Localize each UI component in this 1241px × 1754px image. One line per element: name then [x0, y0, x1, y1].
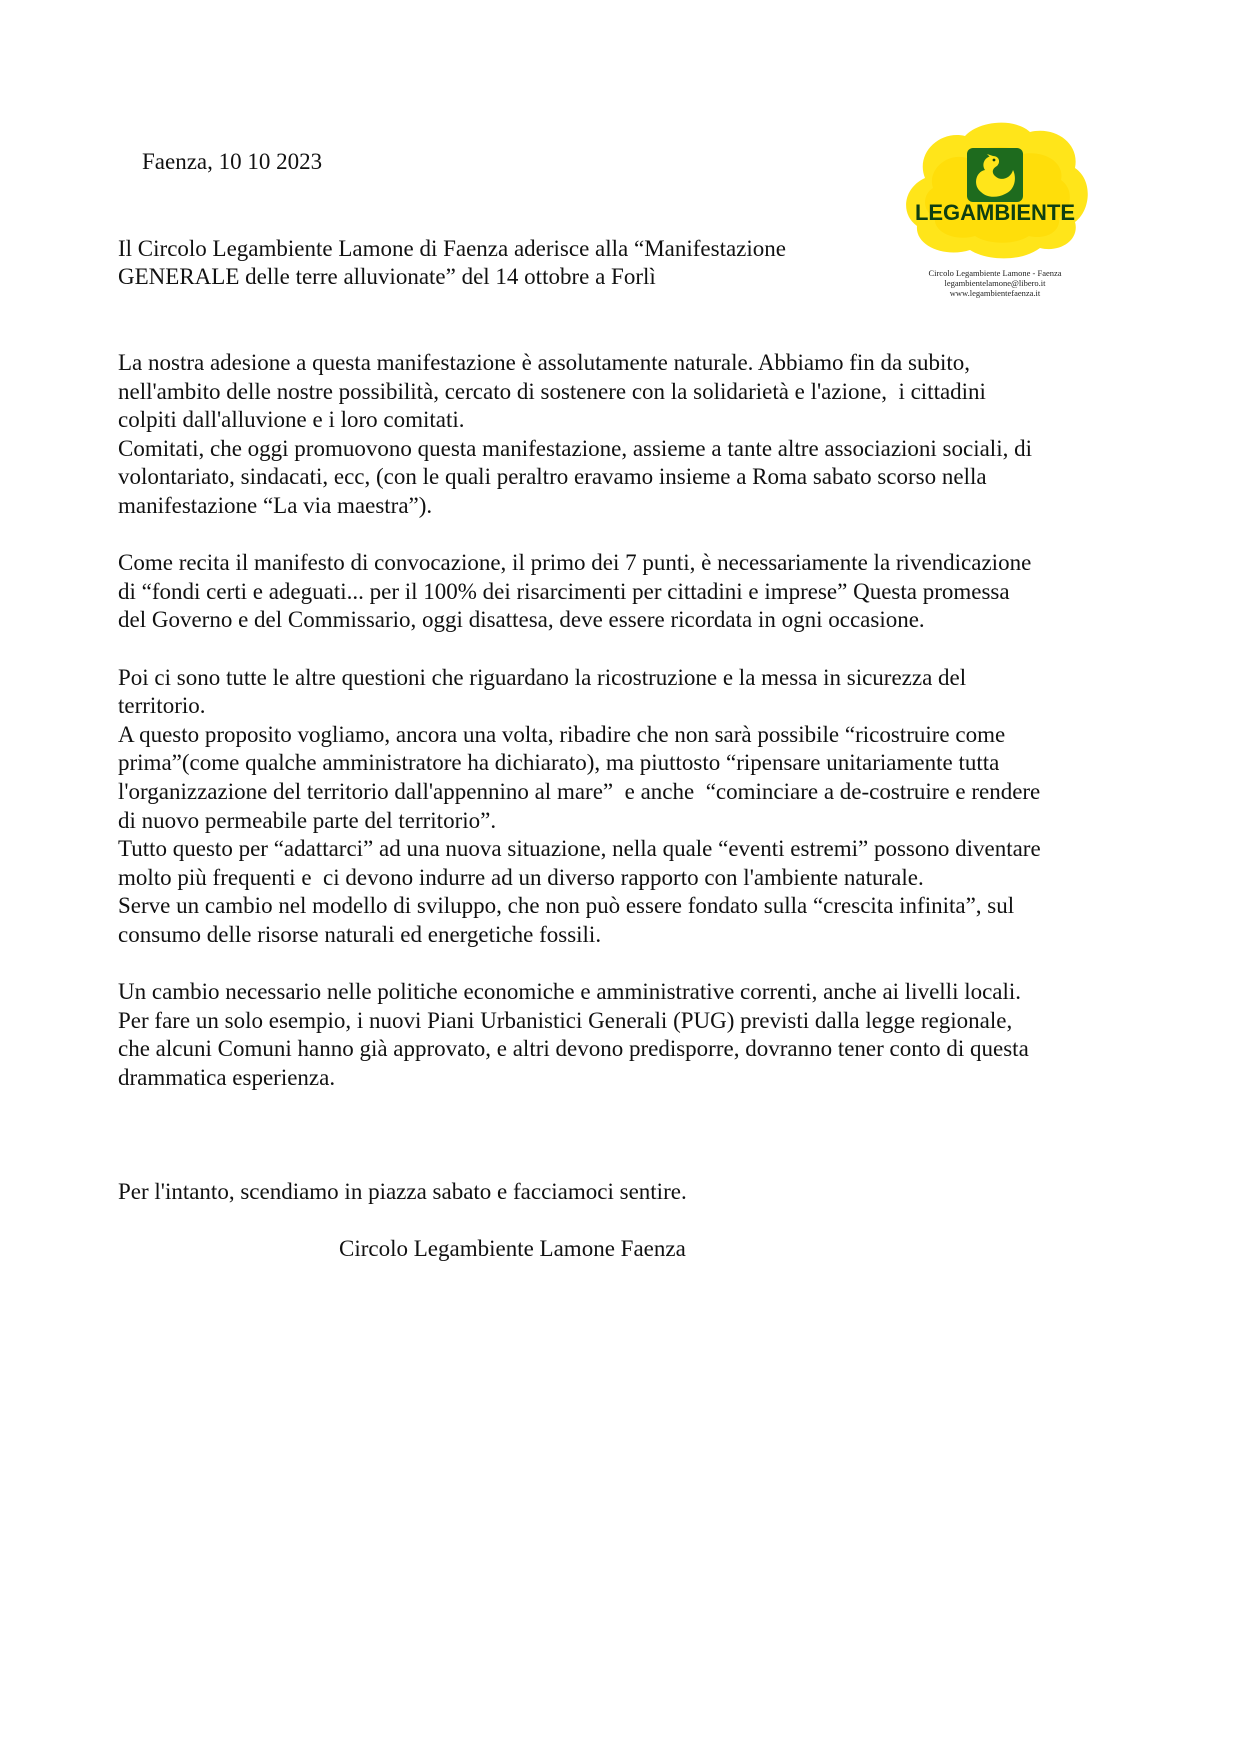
body-text-line: molto più frequenti e ci devono indurre ad un diverso rapporto con l'ambiente naturale.	[118, 864, 924, 890]
swan-logo-icon	[967, 148, 1023, 202]
body-text-line: colpiti dall'alluvione e i loro comitati.	[118, 407, 465, 433]
body-text-line: del Governo e del Commissario, oggi disattesa, deve essere ricordata in ogni occasione.	[118, 607, 925, 633]
body-text-line: drammatica esperienza.	[118, 1064, 336, 1090]
body-text-line: territorio.	[118, 693, 206, 719]
logo-caption-line-2: legambientelamone@libero.it	[944, 278, 1046, 288]
body-text-line: Poi ci sono tutte le altre questioni che riguardano la ricostruzione e la messa in sicurezza del	[118, 664, 967, 690]
closing-line: Per l'intanto, scendiamo in piazza sabato e facciamoci sentire.	[118, 1179, 687, 1204]
body-text-line: volontariato, sindacati, ecc, (con le quali peraltro eravamo insieme a Roma sabato scorso nella	[118, 464, 987, 490]
signature: Circolo Legambiente Lamone Faenza	[339, 1236, 686, 1261]
body-text-line: Comitati, che oggi promuovono questa manifestazione, assieme a tante altre associazioni sociali, di	[118, 435, 1032, 461]
letter-title-line-1: Il Circolo Legambiente Lamone di Faenza aderisce alla “Manifestazione	[118, 236, 786, 261]
letter-date: Faenza, 10 10 2023	[142, 149, 323, 174]
body-text-line: La nostra adesione a questa manifestazione è assolutamente naturale. Abbiamo fin da subito,	[118, 350, 970, 375]
paragraph-gap	[118, 635, 1138, 664]
body-text-line: Per fare un solo esempio, i nuovi Piani Urbanistici Generali (PUG) previsti dalla legge regionale,	[118, 1007, 1013, 1033]
logo-brand-text: LEGAMBIENTE	[914, 200, 1076, 225]
body-text-line: consumo delle risorse naturali ed energetiche fossili.	[118, 921, 602, 947]
logo-caption-line-3: www.legambientefaenza.it	[949, 288, 1041, 298]
body-text-line: che alcuni Comuni hanno già approvato, e altri devono predisporre, dovranno tener conto di questa	[118, 1036, 1029, 1062]
body-text-line: Tutto questo per “adattarci” ad una nuova situazione, nella quale “eventi estremi” possono diventare	[118, 836, 1041, 862]
body-text-line: di nuovo permeabile parte del territorio”.	[118, 807, 497, 833]
body-text-line: nell'ambito delle nostre possibilità, cercato di sostenere con la solidarietà e l'azione, i cittadini	[118, 378, 986, 404]
body-text-line: Un cambio necessario nelle politiche economiche e amministrative correnti, anche ai livelli locali.	[118, 979, 1022, 1005]
logo-caption-line-1: Circolo Legambiente Lamone - Faenza	[928, 268, 1062, 278]
body-text-line: prima”(come qualche amministratore ha dichiarato), ma piuttosto “ripensare unitariamente tutta	[118, 750, 1000, 776]
paragraph-gap	[118, 521, 1138, 550]
body-text-line: di “fondi certi e adeguati... per il 100% dei risarcimenti per cittadini e imprese” Questa promessa	[118, 578, 1010, 604]
paragraph-gap	[118, 949, 1138, 978]
body-text-line: Serve un cambio nel modello di sviluppo, che non può essere fondato sulla “crescita infinita”, sul	[118, 893, 1015, 919]
body-text-line: Come recita il manifesto di convocazione, il primo dei 7 punti, è necessariamente la rivendicazione	[118, 550, 1032, 576]
body-text-line: manifestazione “La via maestra”).	[118, 492, 433, 518]
body-text-line: A questo proposito vogliamo, ancora una volta, ribadire che non sarà possibile “ricostruire come	[118, 721, 1006, 747]
letter-title-line-2: GENERALE delle terre alluvionate” del 14 ottobre a Forlì	[118, 264, 656, 289]
body-text-line: l'organizzazione del territorio dall'appennino al mare” e anche “cominciare a de-costruire e rendere	[118, 778, 1041, 804]
letter-body	[118, 349, 1138, 1092]
